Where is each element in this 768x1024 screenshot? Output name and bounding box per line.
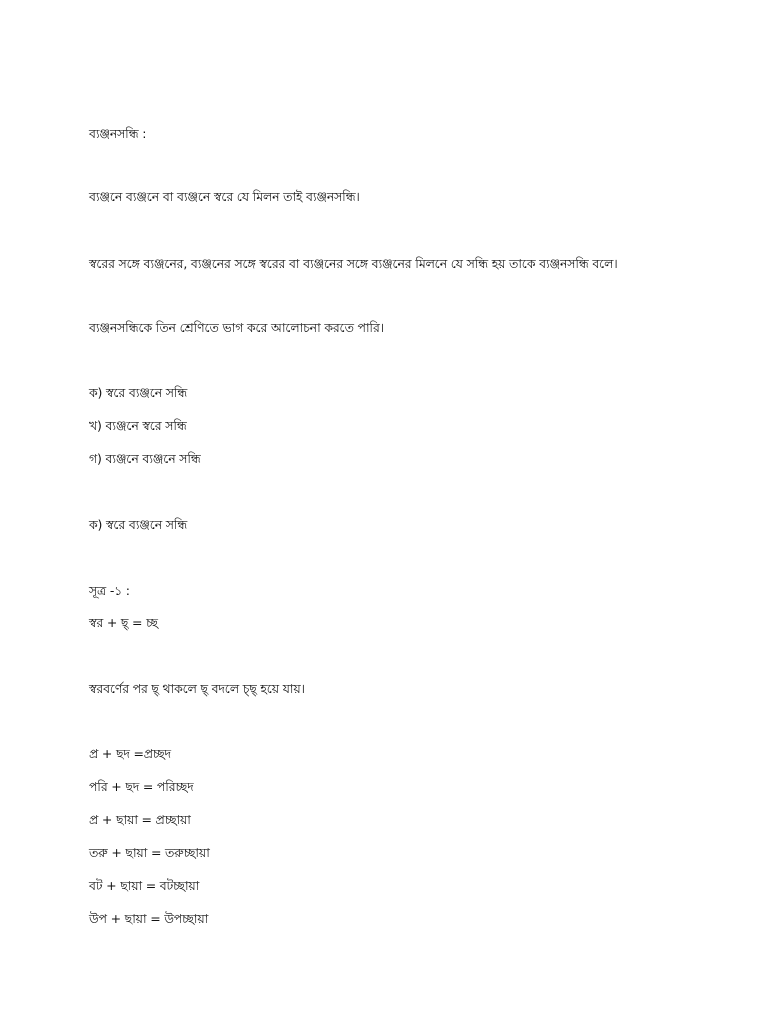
rule-formula: স্বর + ছ্ = চ্ছ <box>89 615 158 630</box>
category-item: খ) ব্যঞ্জনে স্বরে সন্ধি <box>89 418 187 433</box>
example-item: তরু + ছায়া = তরুচ্ছায়া <box>89 845 210 860</box>
classification-intro: ব্যঞ্জনসন্ধিকে তিন শ্রেণিতে ভাগ করে আলোচনা করতে পারি। <box>89 320 384 335</box>
subsection-title: ক) স্বরে ব্যঞ্জনে সন্ধি <box>89 517 188 532</box>
rule-title: সূত্র -১ : <box>89 583 130 598</box>
definition-text: ব্যঞ্জনে ব্যঞ্জনে বা ব্যঞ্জনে স্বরে যে মিলন তাই ব্যঞ্জনসন্ধি। <box>89 189 360 204</box>
example-item: প্র + ছায়া = প্রচ্ছায়া <box>89 812 191 827</box>
description-text: স্বরের সঙ্গে ব্যঞ্জনের, ব্যঞ্জনের সঙ্গে স্বরের বা ব্যঞ্জনের সঙ্গে ব্যঞ্জনের মিলনে যে সন্ধি হয় তাকে ব্যঞ্জনসন্ধি বলে। <box>89 256 618 271</box>
example-item: পরি + ছদ = পরিচ্ছদ <box>89 779 194 794</box>
example-item: বট + ছায়া = বটচ্ছায়া <box>89 878 200 893</box>
example-item: প্র + ছদ =প্রচ্ছদ <box>89 746 171 761</box>
category-item: গ) ব্যঞ্জনে ব্যঞ্জনে সন্ধি <box>89 451 201 466</box>
category-item: ক) স্বরে ব্যঞ্জনে সন্ধি <box>89 385 188 400</box>
rule-explanation: স্বরবর্ণের পর ছ্ থাকলে ছ্ বদলে চ্ছ্ হয়ে যায়। <box>89 681 305 696</box>
section-heading: ব্যঞ্জনসন্ধি : <box>89 126 147 141</box>
example-item: উপ + ছায়া = উপচ্ছায়া <box>89 911 209 926</box>
